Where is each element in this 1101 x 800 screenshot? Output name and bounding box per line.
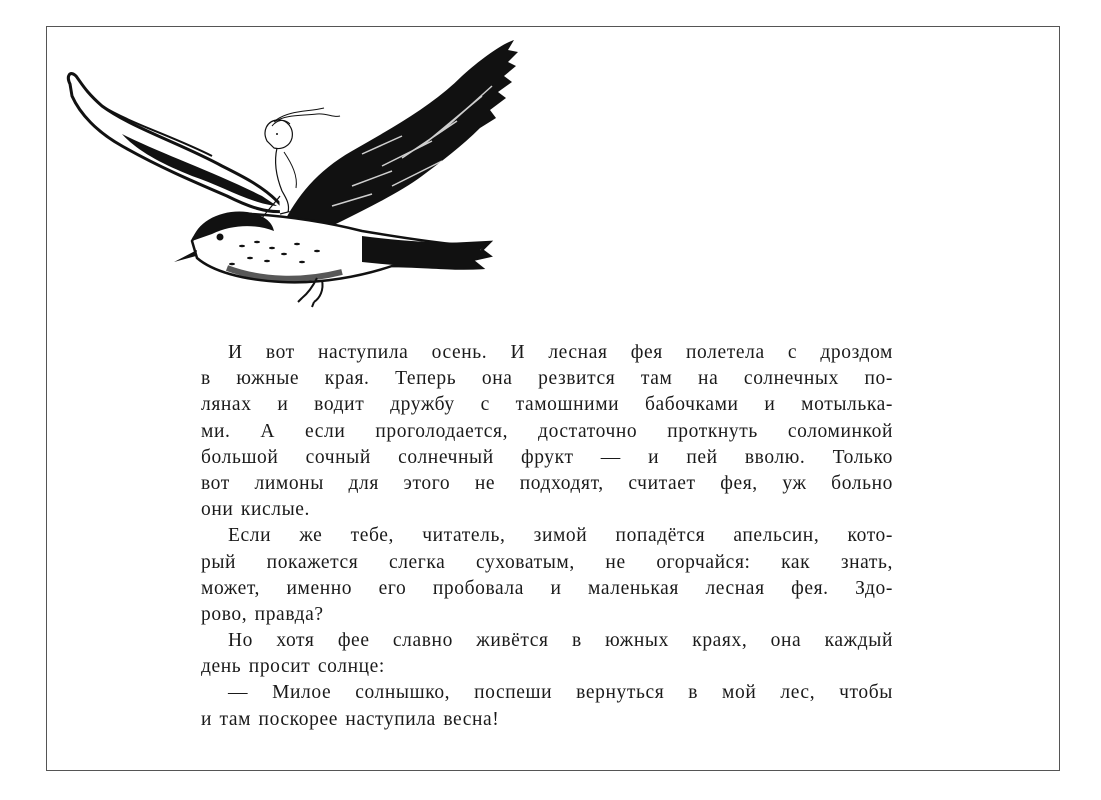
text-line: в южные края. Теперь она резвится там на солнечных по-	[201, 368, 893, 390]
text-line: ми. А если проголодается, достаточно проткнуть соломинкой	[201, 420, 893, 442]
story-text	[201, 340, 893, 733]
text-line: вот лимоны для этого не подходят, считает фея, уж больно	[201, 472, 893, 494]
text-line: — Милое солнышко, поспеши вернуться в мой лес, чтобы	[228, 682, 893, 704]
text-line: день просит солнце:	[201, 656, 385, 678]
text-line: может, именно его пробовала и маленькая лесная фея. Здо-	[201, 577, 893, 599]
text-line: рово, правда?	[201, 603, 324, 625]
text-line: они кислые.	[201, 499, 311, 521]
text-line: и там поскорее наступила весна!	[201, 708, 500, 730]
text-line: рый покажется слегка суховатым, не огорчайся: как знать,	[201, 551, 893, 573]
text-line: И вот наступила осень. И лесная фея полетела с дроздом	[228, 342, 893, 363]
bird-with-fairy-illustration-icon	[62, 36, 522, 311]
text-line: Но хотя фее славно живётся в южных краях, она каждый	[228, 630, 893, 652]
text-line: лянах и водит дружбу с тамошними бабочками и мотылька-	[201, 394, 893, 416]
text-line: Если же тебе, читатель, зимой попадётся апельсин, кото-	[228, 525, 893, 547]
text-line: большой сочный солнечный фрукт — и пей вволю. Только	[201, 446, 893, 468]
